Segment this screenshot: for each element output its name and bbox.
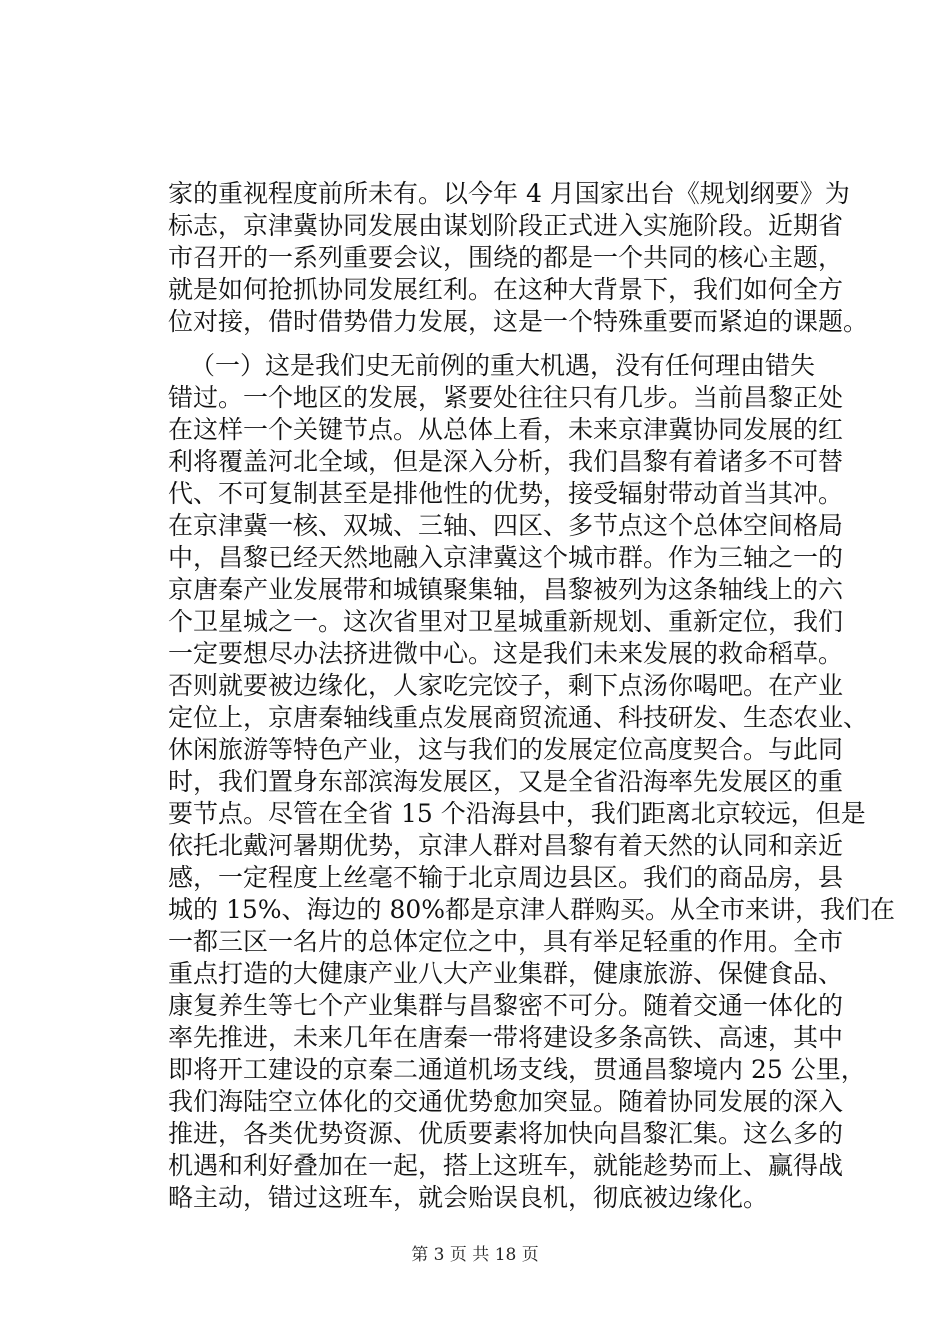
text-line: 休闲旅游等特色产业，这与我们的发展定位高度契合。与此同 [168, 735, 844, 764]
text-line: 略主动，错过这班车，就会贻误良机，彻底被边缘化。 [168, 1183, 769, 1212]
text-line: 中，昌黎已经天然地融入京津冀这个城市群。作为三轴之一的 [168, 543, 844, 572]
text-line: 即将开工建设的京秦二通道机场支线，贯通昌黎境内 25 公里， [168, 1055, 866, 1084]
text-line: 要节点。尽管在全省 15 个沿海县中，我们距离北京较远，但是 [168, 799, 866, 828]
text-line: 代、不可复制甚至是排他性的优势，接受辐射带动首当其冲。 [168, 479, 844, 508]
text-line: 错过。一个地区的发展，紧要处往往只有几步。当前昌黎正处 [168, 383, 844, 412]
text-line: 重点打造的大健康产业八大产业集群，健康旅游、保健食品、 [168, 959, 844, 988]
text-line: 定位上，京唐秦轴线重点发展商贸流通、科技研发、生态农业、 [168, 703, 869, 732]
text-line: 时，我们置身东部滨海发展区，又是全省沿海率先发展区的重 [168, 767, 844, 796]
text-line: 家的重视程度前所未有。以今年 4 月国家出台《规划纲要》为 [168, 179, 850, 208]
text-line: （一）这是我们史无前例的重大机遇，没有任何理由错失 [190, 351, 816, 380]
text-line: 城的 15%、海边的 80%都是京津人群购买。从全市来讲，我们在 [168, 895, 896, 924]
text-line: 就是如何抢抓协同发展红利。在这种大背景下，我们如何全方 [168, 275, 844, 304]
text-line: 一都三区一名片的总体定位之中，具有举足轻重的作用。全市 [168, 927, 844, 956]
text-line: 位对接，借时借势借力发展，这是一个特殊重要而紧迫的课题。 [168, 307, 869, 336]
text-line: 在京津冀一核、双城、三轴、四区、多节点这个总体空间格局 [168, 511, 844, 540]
text-line: 率先推进，未来几年在唐秦一带将建设多条高铁、高速，其中 [168, 1023, 844, 1052]
text-line: 市召开的一系列重要会议，围绕的都是一个共同的核心主题， [168, 243, 844, 272]
text-line: 京唐秦产业发展带和城镇聚集轴，昌黎被列为这条轴线上的六 [168, 575, 844, 604]
text-line: 机遇和利好叠加在一起，搭上这班车，就能趁势而上、赢得战 [168, 1151, 844, 1180]
text-line: 依托北戴河暑期优势，京津人群对昌黎有着天然的认同和亲近 [168, 831, 844, 860]
text-line: 推进，各类优势资源、优质要素将加快向昌黎汇集。这么多的 [168, 1119, 844, 1148]
text-line: 我们海陆空立体化的交通优势愈加突显。随着协同发展的深入 [168, 1087, 844, 1116]
text-line: 康复养生等七个产业集群与昌黎密不可分。随着交通一体化的 [168, 991, 844, 1020]
text-line: 否则就要被边缘化，人家吃完饺子，剩下点汤你喝吧。在产业 [168, 671, 844, 700]
text-line: 感，一定程度上丝毫不输于北京周边县区。我们的商品房，县 [168, 863, 844, 892]
text-line: 标志，京津冀协同发展由谋划阶段正式进入实施阶段。近期省 [168, 211, 844, 240]
text-line: 在这样一个关键节点。从总体上看，未来京津冀协同发展的红 [168, 415, 844, 444]
page-number-footer: 第 3 页 共 18 页 [411, 1245, 539, 1265]
text-line: 利将覆盖河北全域，但是深入分析，我们昌黎有着诸多不可替 [168, 447, 844, 476]
text-line: 一定要想尽办法挤进微中心。这是我们未来发展的救命稻草。 [168, 639, 844, 668]
text-line: 个卫星城之一。这次省里对卫星城重新规划、重新定位，我们 [168, 607, 844, 636]
